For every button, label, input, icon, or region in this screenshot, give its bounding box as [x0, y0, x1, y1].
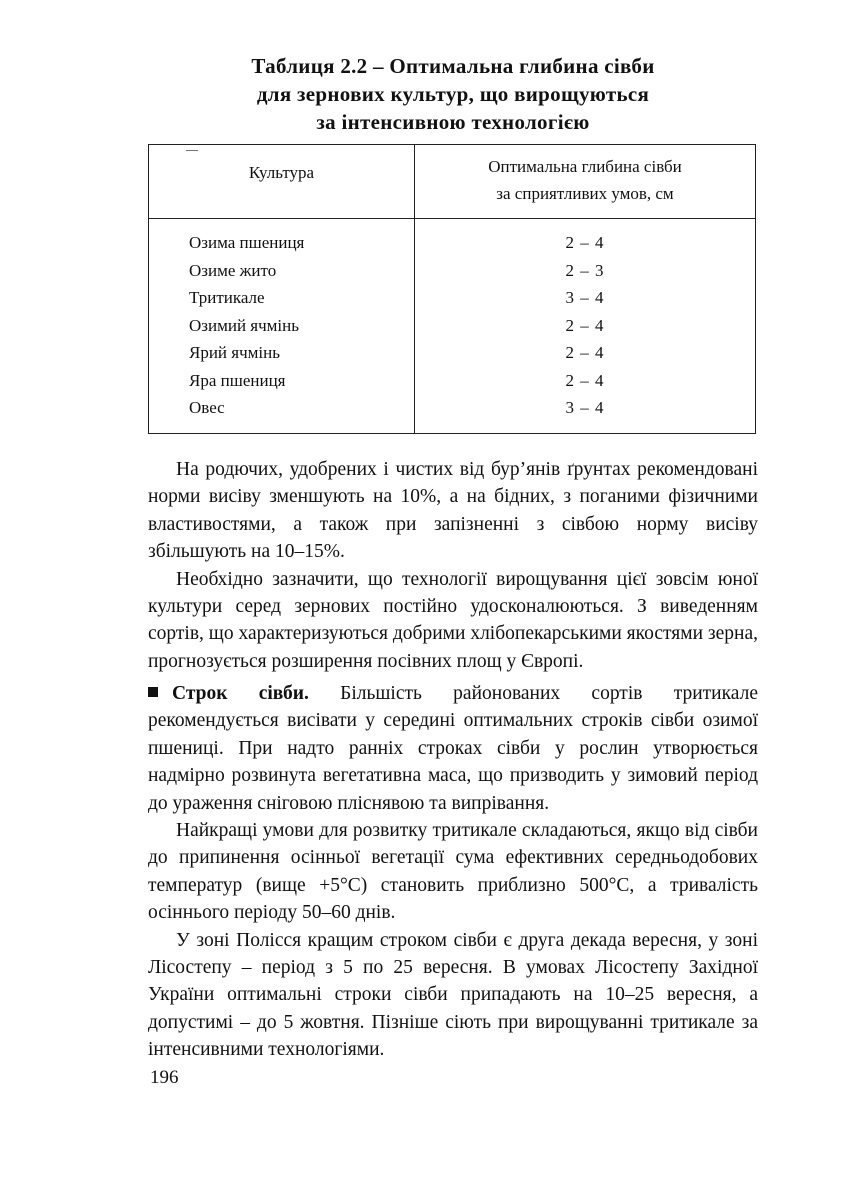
- caption-line-1: Таблиця 2.2 – Оптимальна глибина сівби: [251, 54, 655, 78]
- paragraph-seeding-rate: На родючих, удобрених і чистих від бур’янів ґрунтах рекомендовані норми висіву зменшують на 10%, а на бідних, з поганими фізичними властивостями, а також при запізненні з сівбою норму висіву збільшують на 10–15%.: [148, 459, 758, 563]
- caption-line-2: для зернових культур, що вирощуються: [256, 82, 650, 106]
- table-row: [149, 257, 755, 285]
- depth-table: [148, 144, 756, 434]
- table-header-culture: Культура: [248, 163, 315, 182]
- table-header-depth-line-1: Оптимальна глибина сівби: [488, 157, 682, 176]
- text-block-seeding-rate: [148, 456, 758, 675]
- depth-cell: 2 – 4: [565, 315, 605, 335]
- paragraph-technology: Необхідно зазначити, що технології вирощування цієї зовсім юної культури серед зернових постійно удосконалюються. З виведенням сортів, що характеризуються добрими хлібопекарськими якостями зерна, прогнозується розширення посівних площ у Європі.: [148, 568, 758, 672]
- text-block-sowing-time: [148, 680, 758, 1064]
- depth-cell: 3 – 4: [565, 398, 605, 417]
- table-body: [149, 229, 755, 422]
- depth-cell: 2 – 4: [565, 233, 605, 252]
- depth-cell: 3 – 4: [565, 288, 605, 307]
- paragraph-sowing-time-text: Більшість районованих сортів тритикале рекомендується висівати у середині оптимальних строків сівби озимої пшениці. При надто ранніх строках сівби у рослин утворюється надмірно розвинута вегетативна маса, що призводить у зимовий період до ураження сніговою пліснявою та випрівання.: [148, 683, 758, 814]
- culture-cell: Озиме жито: [189, 260, 277, 280]
- caption-line-3: за інтенсивною технологією: [316, 110, 590, 134]
- table-row: [149, 312, 755, 340]
- depth-cell: 2 – 4: [565, 370, 605, 390]
- table-row: [149, 394, 755, 422]
- paragraph-best-conditions: Найкращі умови для розвитку тритикале складаються, якщо від сівби до припинення осінньої вегетації сума ефективних середньодобових температур (вище +5°С) становить приблизно 500°С, а тривалість осіннього періоду 50–60 днів.: [148, 820, 758, 924]
- culture-cell: Озима пшениця: [189, 233, 305, 252]
- table-header-depth: [415, 153, 755, 207]
- table-row: [149, 339, 755, 367]
- culture-cell: Озимий ячмінь: [189, 315, 299, 335]
- depth-cell: 2 – 4: [565, 343, 605, 362]
- culture-cell: Тритикале: [189, 288, 265, 307]
- table-row: [149, 367, 755, 395]
- table-row: [149, 284, 755, 312]
- table-caption: [148, 52, 758, 136]
- culture-cell: Овес: [189, 398, 225, 417]
- depth-cell: 2 – 3: [565, 260, 605, 280]
- page-number: 196: [150, 1067, 179, 1088]
- square-bullet-icon: [148, 687, 158, 697]
- table-header-depth-line-2: за сприятливих умов, см: [496, 184, 674, 203]
- culture-cell: Ярий ячмінь: [189, 343, 280, 362]
- paragraph-sowing-time: [148, 680, 758, 817]
- table-header-divider: [149, 218, 755, 219]
- table-row: [149, 229, 755, 257]
- section-lead-heading: Строк сівби.: [172, 683, 309, 704]
- culture-cell: Яра пшениця: [189, 370, 286, 390]
- paragraph-zones: У зоні Полісся кращим строком сівби є друга декада вересня, у зоні Лісостепу – період з 5 по 25 вересня. В умовах Лісостепу Західної України оптимальні строки сівби припадають на 10–25 вересня, а допустимі – до 5 жовтня. Пізніше сіють при вирощуванні тритикале за інтенсивними технологіями.: [148, 929, 758, 1061]
